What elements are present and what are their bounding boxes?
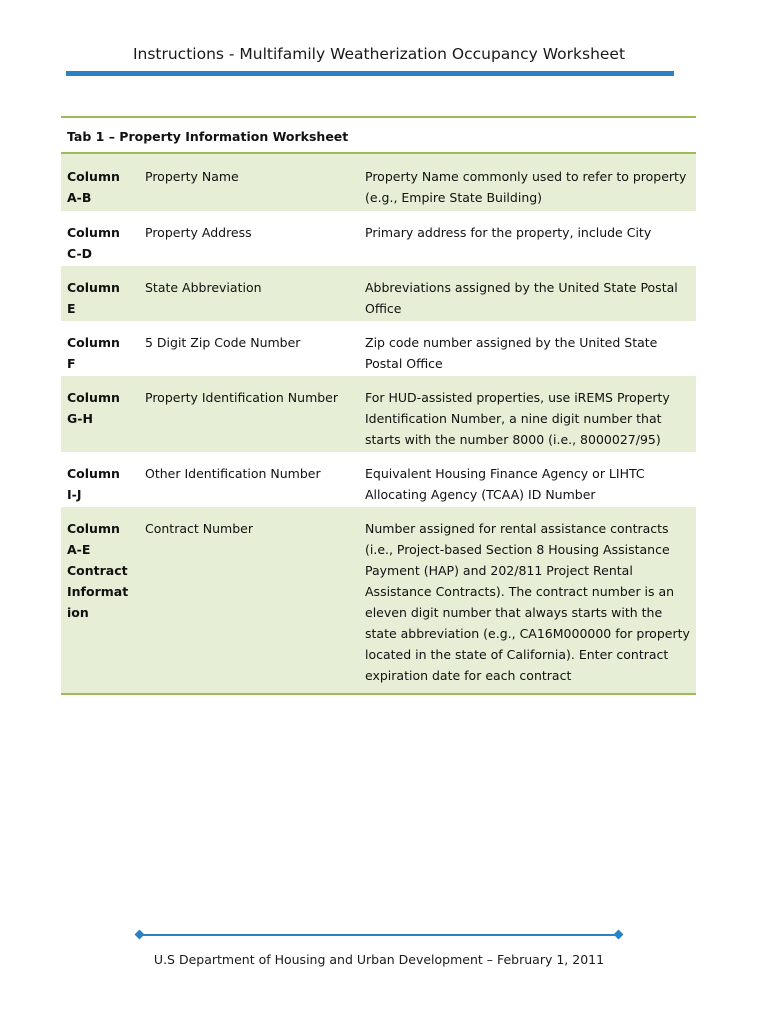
table-row [61,321,696,376]
description-cell: For HUD-assisted properties, use iREMS Property Identification Number, a nine digit number that starts with the number 8000 (i.e., 8000027/95) [365,376,696,452]
field-name-cell: 5 Digit Zip Code Number [145,335,301,350]
table-bottom-rule [61,693,696,695]
column-id-line: Column [67,280,120,295]
column-id-line: ion [67,605,89,620]
footer-rule [140,934,620,936]
description-cell: Property Name commonly used to refer to property (e.g., Empire State Building) [365,154,696,211]
column-id-line: C-D [67,246,93,261]
column-id-cell [61,507,145,693]
column-id-line: Column [67,169,120,184]
column-id-cell [61,452,145,507]
field-name-cell: Property Address [145,225,252,240]
column-id-line: Column [67,390,120,405]
column-id-cell [61,266,145,321]
property-info-table-section [61,116,696,695]
field-name-cell: Property Name [145,154,365,211]
footer-text: U.S Department of Housing and Urban Development – February 1, 2011 [153,952,605,967]
table-row [61,376,696,452]
column-id-line: Column [67,466,120,481]
table-heading: Tab 1 – Property Information Worksheet [61,118,696,154]
field-name-cell: Contract Number [145,507,365,693]
table-row [61,154,696,211]
column-id-line: I-J [67,487,82,502]
description-cell: Zip code number assigned by the United State Postal Office [365,335,658,371]
description-cell: Number assigned for rental assistance contracts (i.e., Project-based Section 8 Housing Assistance Payment (HAP) and 202/811 Project Rental Assistance Contracts). The contract number is an eleven digit number that always starts with the state abbreviation (e.g., CA16M000000 for property located in the state of California). Enter contract expiration date for each contract [365,507,696,693]
column-id-line: Contract [67,563,128,578]
column-id-cell [61,321,145,376]
column-id-cell [61,376,145,452]
table-row [61,452,696,507]
column-id-cell [61,211,145,266]
property-info-table [61,154,696,693]
title-rule [66,71,674,76]
page-title: Instructions - Multifamily Weatherization Occupancy Worksheet [132,45,626,63]
column-id-line: Informat [67,584,129,599]
column-id-line: Column [67,521,120,536]
field-name-cell: Property Identification Number [145,376,365,452]
table-row [61,211,696,266]
footer-rule-left-dot [135,930,145,940]
table-row [61,266,696,321]
description-cell: Abbreviations assigned by the United State Postal Office [365,266,696,321]
field-name-cell: Other Identification Number [145,466,321,481]
column-id-line: E [67,301,76,316]
column-id-line: A-E [67,542,91,557]
column-id-cell [61,154,145,211]
field-name-cell: State Abbreviation [145,266,365,321]
footer-rule-right-dot [614,930,624,940]
description-cell: Equivalent Housing Finance Agency or LIHTC Allocating Agency (TCAA) ID Number [365,466,645,502]
column-id-line: Column [67,335,120,350]
column-id-line: Column [67,225,120,240]
description-cell: Primary address for the property, include City [365,225,652,240]
column-id-line: A-B [67,190,92,205]
column-id-line: G-H [67,411,93,426]
column-id-line: F [67,356,76,371]
table-row [61,507,696,693]
